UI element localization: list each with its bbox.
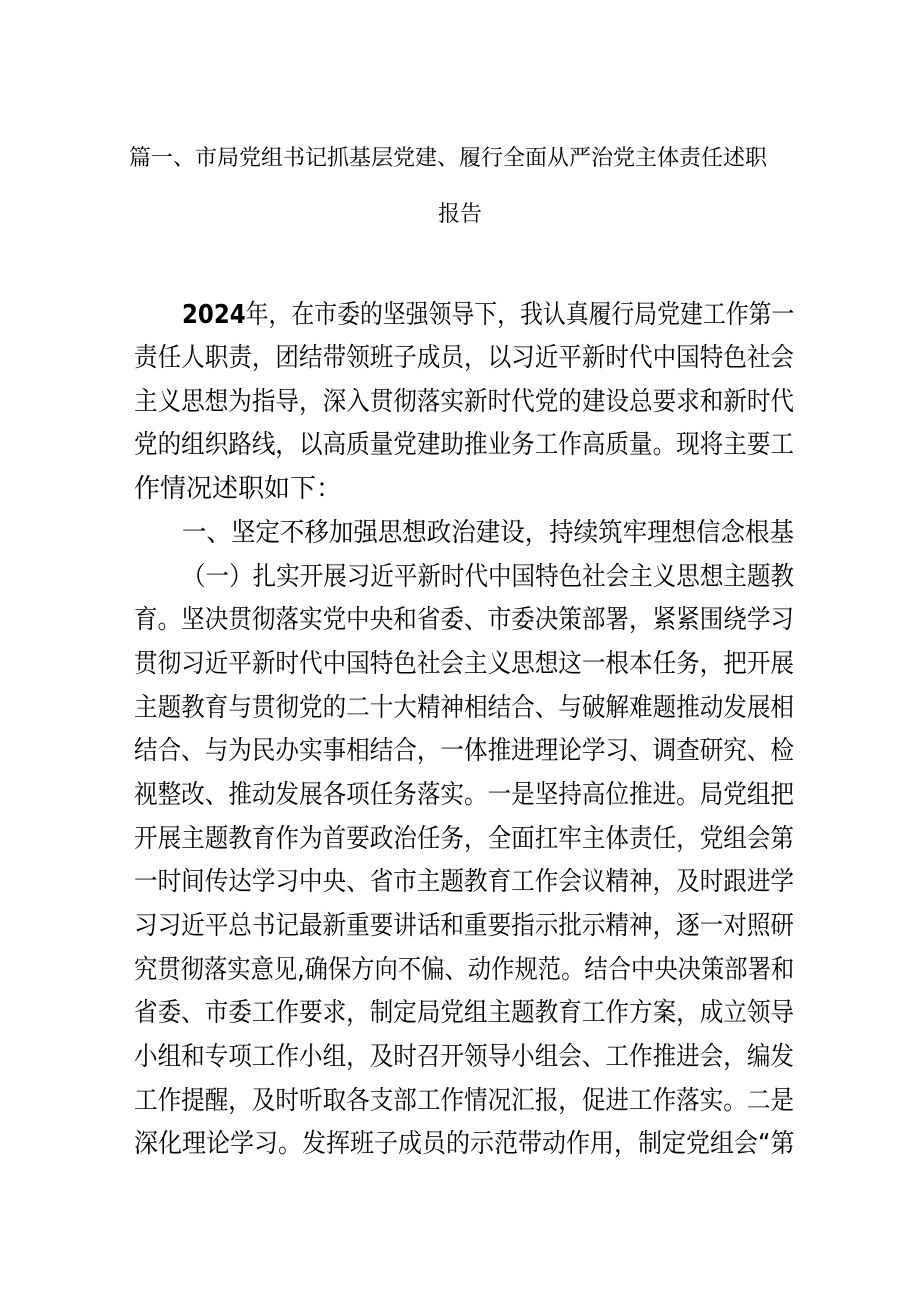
- paragraph-line: 育。坚决贯彻落实党中央和省委、市委决策部署，紧紧围绕学习: [134, 605, 795, 635]
- paragraph-line: 主题教育与贯彻党的二十大精神相结合、与破解难题推动发展相: [134, 693, 795, 723]
- paragraph-line: 工作提醒，及时听取各支部工作情况汇报，促进工作落实。二是: [134, 1086, 795, 1116]
- line-text: 年，在市委的坚强领导下，我认真履行局党建工作第一: [245, 300, 795, 330]
- paragraph-line: 贯彻习近平新时代中国特色社会主义思想这一根本任务，把开展: [134, 649, 795, 679]
- paragraph-line: 开展主题教育作为首要政治任务，全面扛牢主体责任，党组会第: [134, 824, 795, 854]
- paragraph-line: 结合、与为民办实事相结合，一体推进理论学习、调查研究、检: [134, 736, 795, 766]
- paragraph-line: 责任人职责，团结带领班子成员，以习近平新时代中国特色社会: [134, 343, 795, 373]
- document-title-line-2: 报告: [437, 202, 482, 227]
- document-title-line-1: 篇一、市局党组书记抓基层党建、履行全面从严治党主体责任述职: [128, 146, 767, 171]
- paragraph-line: 作情况述职如下：: [134, 474, 343, 504]
- paragraph-line: 一时间传达学习中央、省市主题教育工作会议精神，及时跟进学: [134, 867, 795, 897]
- year-text: 2024: [182, 300, 246, 330]
- section-heading: 一、坚定不移加强思想政治建设，持续筑牢理想信念根基: [182, 518, 794, 548]
- paragraph-line: 视整改、推动发展各项任务落实。一是坚持高位推进。局党组把: [134, 780, 795, 810]
- subsection-heading-line: （一）扎实开展习近平新时代中国特色社会主义思想主题教: [182, 562, 794, 592]
- paragraph-line: 深化理论学习。发挥班子成员的示范带动作用，制定党组会“第: [134, 1129, 795, 1159]
- paragraph-line: 习习近平总书记最新重要讲话和重要指示批示精神，逐一对照研: [134, 911, 795, 941]
- paragraph-line: 主义思想为指导，深入贯彻落实新时代党的建设总要求和新时代: [134, 387, 795, 417]
- paragraph-line: 小组和专项工作小组，及时召开领导小组会、工作推进会，编发: [134, 1042, 795, 1072]
- paragraph-line: 省委、市委工作要求，制定局党组主题教育工作方案，成立领导: [134, 998, 795, 1028]
- paragraph-line: 究贯彻落实意见,确保方向不偏、动作规范。结合中央决策部署和: [134, 955, 795, 985]
- paragraph-line: [182, 298, 795, 332]
- paragraph-line: 党的组织路线，以高质量党建助推业务工作高质量。现将主要工: [134, 430, 795, 460]
